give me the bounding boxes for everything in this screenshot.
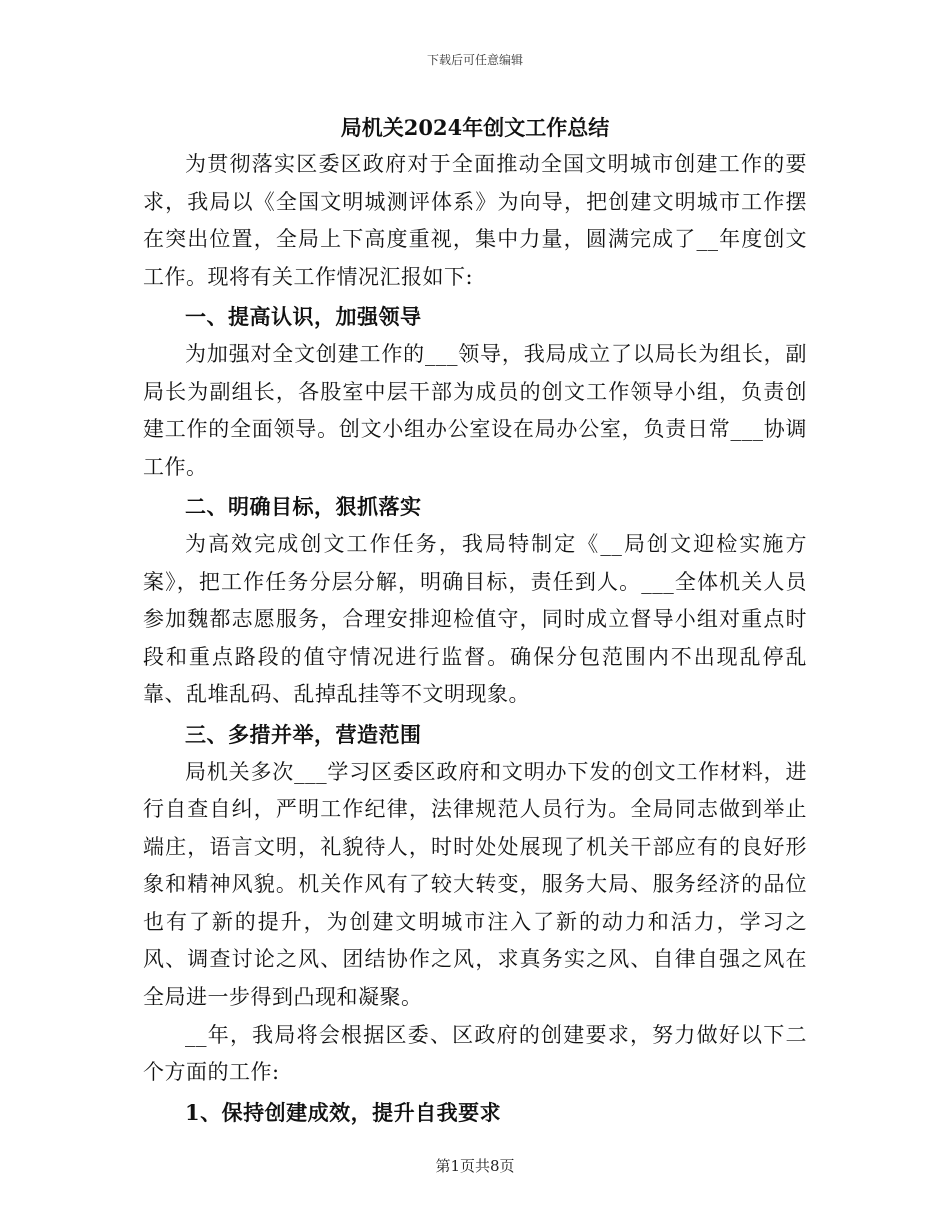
section-heading-1: 一、提高认识，加强领导 <box>185 304 422 330</box>
section-body-1: 为加强对全文创建工作的___领导，我局成立了以局长为组长，副局长为副组长，各股室中层干部为成员的创文工作领导小组，负责创建工作的全面领导。创文小组办公室设在局办公室，负责日常___协调工作。 <box>143 341 807 479</box>
section-body-2: 为高效完成创文工作任务，我局特制定《__局创文迎检实施方案》，把工作任务分层分解，明确目标，责任到人。___全体机关人员参加魏都志愿服务，合理安排迎检值守，同时成立督导小组对重点时段和重点路段的值守情况进行监督。确保分包范围内不出现乱停乱靠、乱堆乱码、乱掉乱挂等不文明现象。 <box>143 531 807 707</box>
document-body <box>143 110 807 1131</box>
section-heading-2: 二、明确目标，狠抓落实 <box>185 494 422 520</box>
document-title: 局机关2024年创文工作总结 <box>340 115 610 140</box>
section-body-3: 局机关多次___学习区委区政府和文明办下发的创文工作材料，进行自查自纠，严明工作纪律，法律规范人员行为。全局同志做到举止端庄，语言文明，礼貌待人，时时处处展现了机关干部应有的良好形象和精神风貌。机关作风有了较大转变，服务大局、服务经济的品位也有了新的提升，为创建文明城市注入了新的动力和活力，学习之风、调查讨论之风、团结协作之风，求真务实之风、自律自强之风在全局进一步得到凸现和凝聚。 <box>143 759 807 1010</box>
section-heading-3: 三、多措并举，营造范围 <box>185 721 422 747</box>
page-header-note: 下载后可任意编辑 <box>426 53 523 67</box>
intro-paragraph: 为贯彻落实区委区政府对于全面推动全国文明城市创建工作的要求，我局以《全国文明城测评体系》为向导，把创建文明城市工作摆在突出位置，全局上下高度重视，集中力量，圆满完成了__年度创文工作。现将有关工作情况汇报如下: <box>143 152 807 289</box>
page-footer-number: 第1页共8页 <box>435 1157 515 1175</box>
sub-heading-1: 1、保持创建成效，提升自我要求 <box>185 1099 502 1125</box>
plan-intro-paragraph: __年，我局将会根据区委、区政府的创建要求，努力做好以下二个方面的工作: <box>143 1022 807 1085</box>
